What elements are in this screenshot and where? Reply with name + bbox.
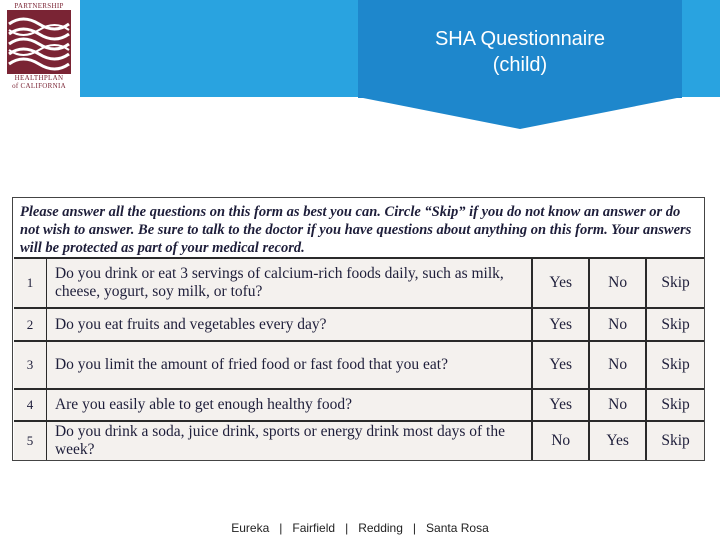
title-line-1: SHA Questionnaire <box>434 28 606 50</box>
footer-separator: | <box>412 521 417 535</box>
footer-separator: | <box>345 521 349 535</box>
answer-option[interactable]: Yes <box>590 422 647 460</box>
answer-option[interactable]: No <box>590 259 647 307</box>
logo-bottom-text: of CALIFORNIA <box>12 82 66 90</box>
page-title <box>358 26 682 78</box>
form-instructions: Please answer all the questions on this form as best you can. Circle “Skip” if you do not know an answer or do not wish to answer. Be sure to talk to the doctor if you have questions about anything on this form. Your answers will be protected as part of your medical record. <box>14 200 703 257</box>
question-number: 5 <box>14 422 47 460</box>
answer-option[interactable]: Skip <box>661 432 690 449</box>
answer-option[interactable]: Skip <box>661 315 690 333</box>
question-row-5 <box>14 420 704 460</box>
footer-location: Redding <box>358 521 403 535</box>
question-number: 2 <box>14 309 47 340</box>
question-text: Do you drink or eat 3 servings of calcium-rich foods daily, such as milk, cheese, yogurt, soy milk, or tofu? <box>47 259 533 307</box>
answer-option[interactable]: No <box>533 422 590 460</box>
logo-top-text: PARTNERSHIP <box>14 2 64 10</box>
question-text: Do you drink a soda, juice drink, sports or energy drink most days of the week? <box>47 422 533 460</box>
question-text: Are you easily able to get enough healthy food? <box>47 390 533 420</box>
question-number: 1 <box>14 259 47 307</box>
question-row-3 <box>14 340 704 388</box>
question-row-1 <box>14 257 704 307</box>
question-text: Do you eat fruits and vegetables every day? <box>47 309 533 340</box>
footer-locations <box>0 521 720 535</box>
question-number: 3 <box>14 342 47 388</box>
answer-option[interactable]: No <box>590 342 647 388</box>
title-line-2: (child) <box>492 54 548 76</box>
title-panel-arrow <box>358 97 682 129</box>
footer-location: Fairfield <box>292 521 336 535</box>
answer-option[interactable]: Yes <box>533 390 590 420</box>
footer-location: Santa Rosa <box>426 521 489 535</box>
header-banner <box>80 0 720 97</box>
answer-option[interactable]: No <box>590 390 647 420</box>
question-number: 4 <box>14 390 47 420</box>
footer-location: Eureka <box>231 521 270 535</box>
questionnaire-form <box>12 197 705 461</box>
partnership-logo <box>7 2 71 97</box>
answer-option[interactable]: Yes <box>533 309 590 340</box>
answer-option[interactable]: Skip <box>661 274 690 291</box>
answer-option[interactable]: Skip <box>661 396 690 413</box>
question-row-2 <box>14 307 704 340</box>
waves-logo-icon <box>7 10 71 74</box>
answer-option[interactable]: Yes <box>533 342 590 388</box>
answer-option[interactable]: Yes <box>533 259 590 307</box>
answer-option[interactable]: No <box>590 309 647 340</box>
answer-option[interactable]: Skip <box>661 356 690 373</box>
footer-separator: | <box>279 521 283 535</box>
question-row-4 <box>14 388 704 420</box>
logo-middle-text: HEALTHPLAN <box>14 74 64 82</box>
question-text: Do you limit the amount of fried food or fast food that you eat? <box>47 342 533 388</box>
